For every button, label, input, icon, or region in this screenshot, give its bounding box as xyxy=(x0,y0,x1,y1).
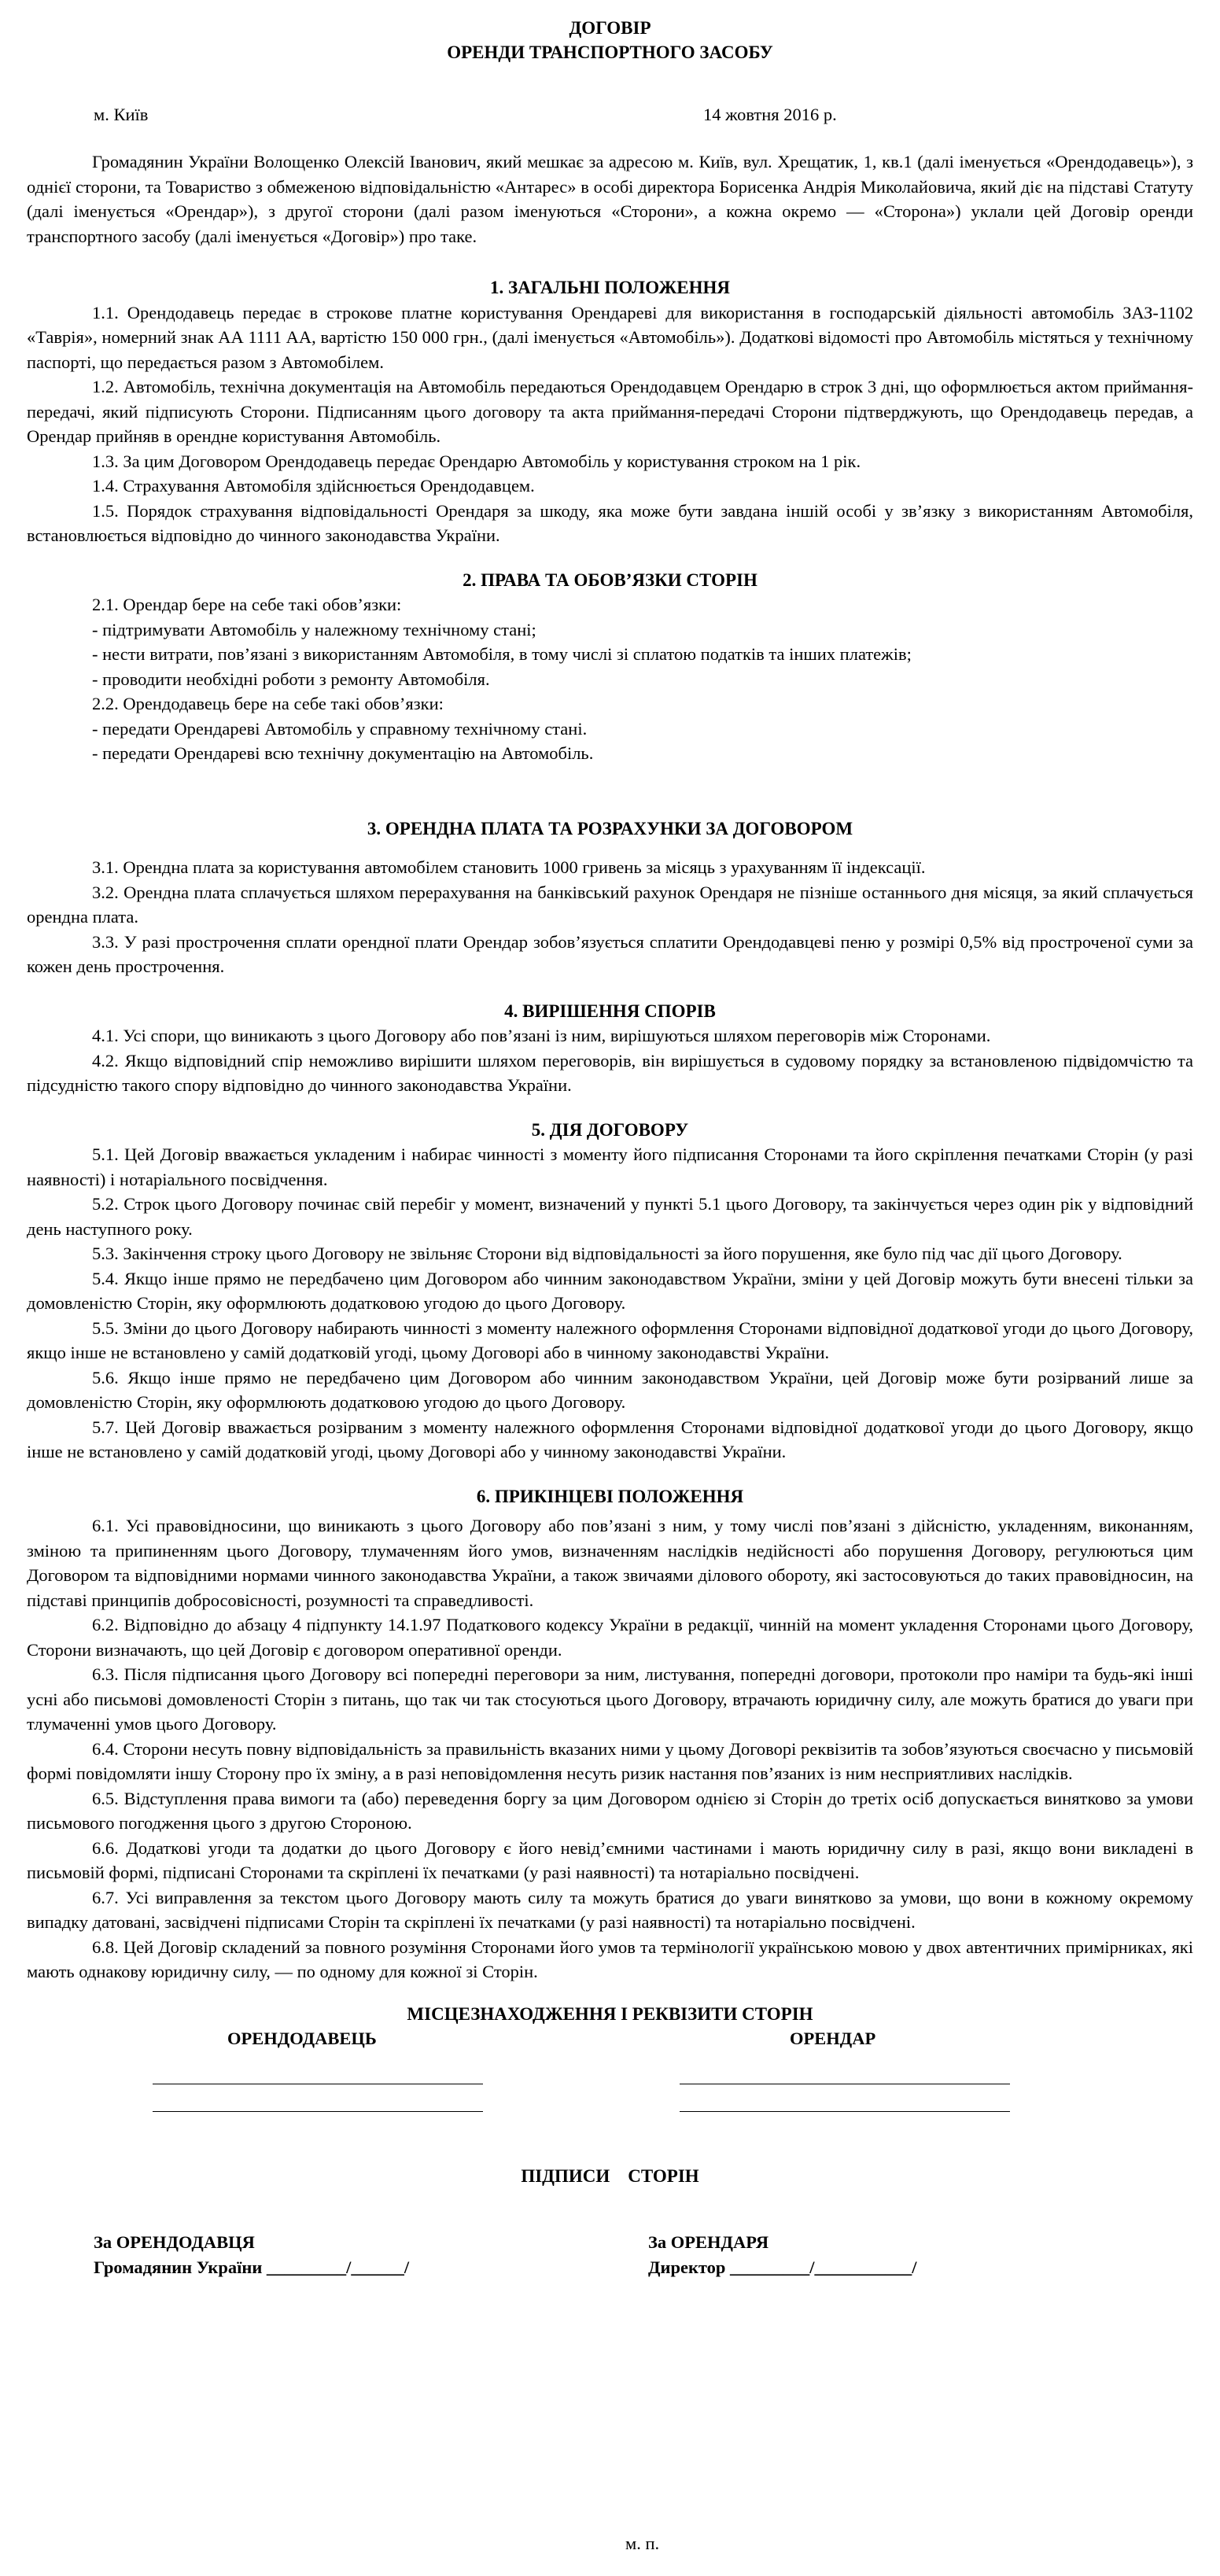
clause-6-1: 6.1. Усі правовідносини, що виникають з цього Договору або пов’язані з ним, у тому числі пов’язані з дійсністю, укладенням, виконанням, зміною та припиненням цього Договору, тлумаченням його умов, визначенням наслідків недійсності або порушення Договору, регулюються цим Договором та відповідними нормами чинного законодавства України, а також звичаями ділового обороту, які застосовуються до таких правовідносин, на підставі принципів добросовісності, розумності та справедливості. xyxy=(27,1516,1193,1610)
clause-6-7: 6.7. Усі виправлення за текстом цього Договору мають силу та можуть братися до уваги винятково за умови, що вони в кожному окремому випадку датовані, засвідчені підписами Сторін та скріплені їх печатками (у разі наявності) та нотаріально посвідчені. xyxy=(27,1887,1193,1932)
clause-5-1: 5.1. Цей Договір вважається укладеним і набирає чинності з моменту його підписання Сторонами та його скріплення печатками Сторін (у разі наявності) і нотаріального посвідчення. xyxy=(27,1144,1193,1189)
clause-4-2: 4.2. Якщо відповідний спір неможливо вирішити шляхом переговорів, він вирішується в судовому порядку за встановленою підвідомчістю та підсудністю такого спору відповідно до чинного законодавства України. xyxy=(27,1050,1193,1095)
clause-5-4: 5.4. Якщо інше прямо не передбачено цим Договором або чинним законодавством України, зміни у цей Договір можуть бути внесені тільки за домовленістю Сторін, яку оформлюють додатковою угодою до цього Договору. xyxy=(27,1268,1193,1313)
clause-5-5: 5.5. Зміни до цього Договору набирають чинності з моменту належного оформлення Сторонами відповідної додаткової угоди до цього Договору, якщо інше не встановлено у самій додатковій угоді, цьому Договорі або в чинному законодавстві України. xyxy=(27,1317,1193,1362)
clause-4-1: 4.1. Усі спори, що виникають з цього Договору або пов’язані із ним, вирішуються шляхом переговорів між Сторонами. xyxy=(92,1026,991,1045)
section-title-disputes: 4. ВИРІШЕННЯ СПОРІВ xyxy=(504,1001,716,1021)
section-title-payment: 3. ОРЕНДНА ПЛАТА ТА РОЗРАХУНКИ ЗА ДОГОВОРОМ xyxy=(367,818,853,838)
clause-2-1: 2.1. Орендар бере на себе такі обов’язки: xyxy=(92,595,402,614)
clause-5-7: 5.7. Цей Договір вважається розірваним з моменту належного оформлення Сторонами відповідної додаткової угоди до цього Договору, якщо інше не встановлено у самій додатковій угоді, цьому Договорі або у чинному законодавстві України. xyxy=(27,1417,1193,1461)
clause-3-1: 3.1. Орендна плата за користування автомобілем становить 1000 гривень за місяць з урахуванням її індексації. xyxy=(92,857,926,877)
city: м. Київ xyxy=(94,105,149,124)
clause-6-4: 6.4. Сторони несуть повну відповідальність за правильність вказаних ними у цьому Договорі реквізитів та зобов’язуються своєчасно у письмовій формі повідомляти іншу Сторону про їх зміну, а в разі неповідомлення несуть ризик настання пов’язаних із ним несприятливих наслідків. xyxy=(27,1738,1193,1783)
clause-5-2: 5.2. Строк цього Договору починає свій перебіг у момент, визначений у пункті 5.1 цього Договору, та закінчується через один рік у відповідний день наступного року. xyxy=(27,1194,1193,1239)
clause-1-2: 1.2. Автомобіль, технічна документація на Автомобіль передаються Орендодавцем Орендарю в строк 3 дні, що оформлюється актом приймання-передачі, який підписують Сторони. Підписанням цього договору та акта приймання-передачі Сторони підтверджують, що Орендодавець передав, а Орендар прийняв в орендне користування Автомобіль. xyxy=(27,377,1193,446)
signatures-block xyxy=(27,2189,1193,2299)
list-item: - нести витрати, пов’язані з використанням Автомобіля, в тому числі зі сплатою податків та інших платежів; xyxy=(92,644,912,664)
clause-5-6: 5.6. Якщо інше прямо не передбачено цим Договором або чинним законодавством України, цей Договір може бути розірваний лише за домовленістю Сторін, яку оформлюють додатковою угодою до цього Договору. xyxy=(27,1367,1193,1412)
clause-3-2: 3.2. Орендна плата сплачується шляхом перерахування на банківський рахунок Орендаря не пізніше останнього дня місяця, за який сплачується орендна плата. xyxy=(27,882,1193,927)
preamble: Громадянин України Волощенко Олексій Іванович, який мешкає за адресою м. Київ, вул. Хрещатик, 1, кв.1 (далі іменується «Орендодавець»), з однієї сторони, та Товариство з обмеженою відповідальністю «Антарес» в особі директора Борисенка Андрія Миколайовича, який діє на підставі Статуту (далі іменується «Орендар»), з другої сторони (далі разом іменуються «Сторони», а кожна окремо — «Сторона») уклали цей Договір оренди транспортного засобу (далі іменується «Договір») про таке. xyxy=(27,152,1193,246)
lessee-signature-line: Директор _________/___________/ xyxy=(648,2257,917,2277)
clause-1-4: 1.4. Страхування Автомобіля здійснюється Орендодавцем. xyxy=(92,476,535,496)
clause-2-2: 2.2. Орендодавець бере на себе такі обов’язки: xyxy=(92,694,444,713)
lessor-signature-heading: За ОРЕНДОДАВЦЯ xyxy=(94,2231,255,2252)
section-title-term: 5. ДІЯ ДОГОВОРУ xyxy=(531,1119,689,1140)
requisites-block xyxy=(27,2026,1193,2164)
document-title-line1: ДОГОВІР xyxy=(569,18,651,38)
list-item: - передати Орендареві всю технічну документацію на Автомобіль. xyxy=(92,743,594,763)
section-title-rights: 2. ПРАВА ТА ОБОВ’ЯЗКИ СТОРІН xyxy=(463,569,757,590)
lessor-heading: ОРЕНДОДАВЕЦЬ xyxy=(227,2029,377,2048)
stamp-placeholder: м. п. xyxy=(625,2534,660,2553)
lessee-requisites-line xyxy=(680,2111,1010,2112)
place-date-row xyxy=(27,102,1193,127)
lessor-requisites-line xyxy=(153,2111,483,2112)
list-item: - передати Орендареві Автомобіль у справному технічному стані. xyxy=(92,718,588,739)
clause-6-5: 6.5. Відступлення права вимоги та (або) переведення боргу за цим Договором однією зі Сторін до третіх осіб допускається винятково за умови письмового погодження цього з другою Стороною. xyxy=(27,1788,1193,1833)
clause-1-5: 1.5. Порядок страхування відповідальності Орендаря за шкоду, яка може бути завдана іншій особі у зв’язку з використанням Автомобіля, встановлюється відповідно до чинного законодавства України. xyxy=(27,500,1193,545)
clause-6-3: 6.3. Після підписання цього Договору всі попередні переговори за ним, листування, попередні договори, протоколи про наміри та будь-які інші усні або письмові домовленості Сторін з питань, що так чи так стосуються цього Договору, втрачають юридичну силу, але можуть братися до уваги при тлумаченні умов цього Договору. xyxy=(27,1664,1193,1734)
clause-3-3: 3.3. У разі прострочення сплати орендної плати Орендар зобов’язується сплатити Орендодавцеві пеню у розмірі 0,5% від простроченої суми за кожен день прострочення. xyxy=(27,931,1193,976)
contract-date: 14 жовтня 2016 р. xyxy=(703,105,837,124)
lessee-heading: ОРЕНДАР xyxy=(790,2029,876,2048)
section-title-final: 6. ПРИКІНЦЕВІ ПОЛОЖЕННЯ xyxy=(476,1486,744,1506)
clause-6-6: 6.6. Додаткові угоди та додатки до цього Договору є його невід’ємними частинами і мають юридичну силу в разі, якщо вони викладені в письмовій формі, підписані Сторонами та скріплені їх печатками (у разі наявності) та нотаріально посвідчені. xyxy=(27,1837,1193,1882)
clause-1-3: 1.3. За цим Договором Орендодавець передає Орендарю Автомобіль у користування строком на 1 рік. xyxy=(92,451,861,471)
signatures-title: ПІДПИСИ СТОРІН xyxy=(521,2166,699,2186)
clause-6-8: 6.8. Цей Договір складений за повного розуміння Сторонами його умов та термінології українською мовою у двох автентичних примірниках, які мають однакову юридичну силу, — по одному для кожної зі Сторін. xyxy=(27,1937,1193,1981)
lessor-signature-line: Громадянин України _________/______/ xyxy=(94,2257,410,2277)
section-title-general: 1. ЗАГАЛЬНІ ПОЛОЖЕННЯ xyxy=(490,278,730,297)
list-item: - проводити необхідні роботи з ремонту Автомобіля. xyxy=(92,669,490,689)
requisites-title: МІСЦЕЗНАХОДЖЕННЯ І РЕКВІЗИТИ СТОРІН xyxy=(407,2003,813,2024)
clause-5-3: 5.3. Закінчення строку цього Договору не звільняє Сторони від відповідальності за його порушення, яке було під час дії цього Договору. xyxy=(92,1244,1122,1263)
lessee-signature-heading: За ОРЕНДАРЯ xyxy=(648,2231,769,2252)
clause-1-1: 1.1. Орендодавець передає в строкове платне користування Орендареві для використання в господарській діяльності автомобіль ЗАЗ-1102 «Таврія», номерний знак АА 1111 АА, вартістю 150 000 грн., (далі іменується «Автомобіль»). Додаткові відомості про Автомобіль містяться у технічному паспорті, що передається разом з Автомобілем. xyxy=(27,302,1193,372)
document-title-line2: ОРЕНДИ ТРАНСПОРТНОГО ЗАСОБУ xyxy=(447,42,773,62)
list-item: - підтримувати Автомобіль у належному технічному стані; xyxy=(92,619,536,639)
clause-6-2: 6.2. Відповідно до абзацу 4 підпункту 14.1.97 Податкового кодексу України в редакції, чинній на момент укладення Сторонами цього Договору, Сторони визначають, що цей Договір є договором оперативної оренди. xyxy=(27,1615,1193,1660)
